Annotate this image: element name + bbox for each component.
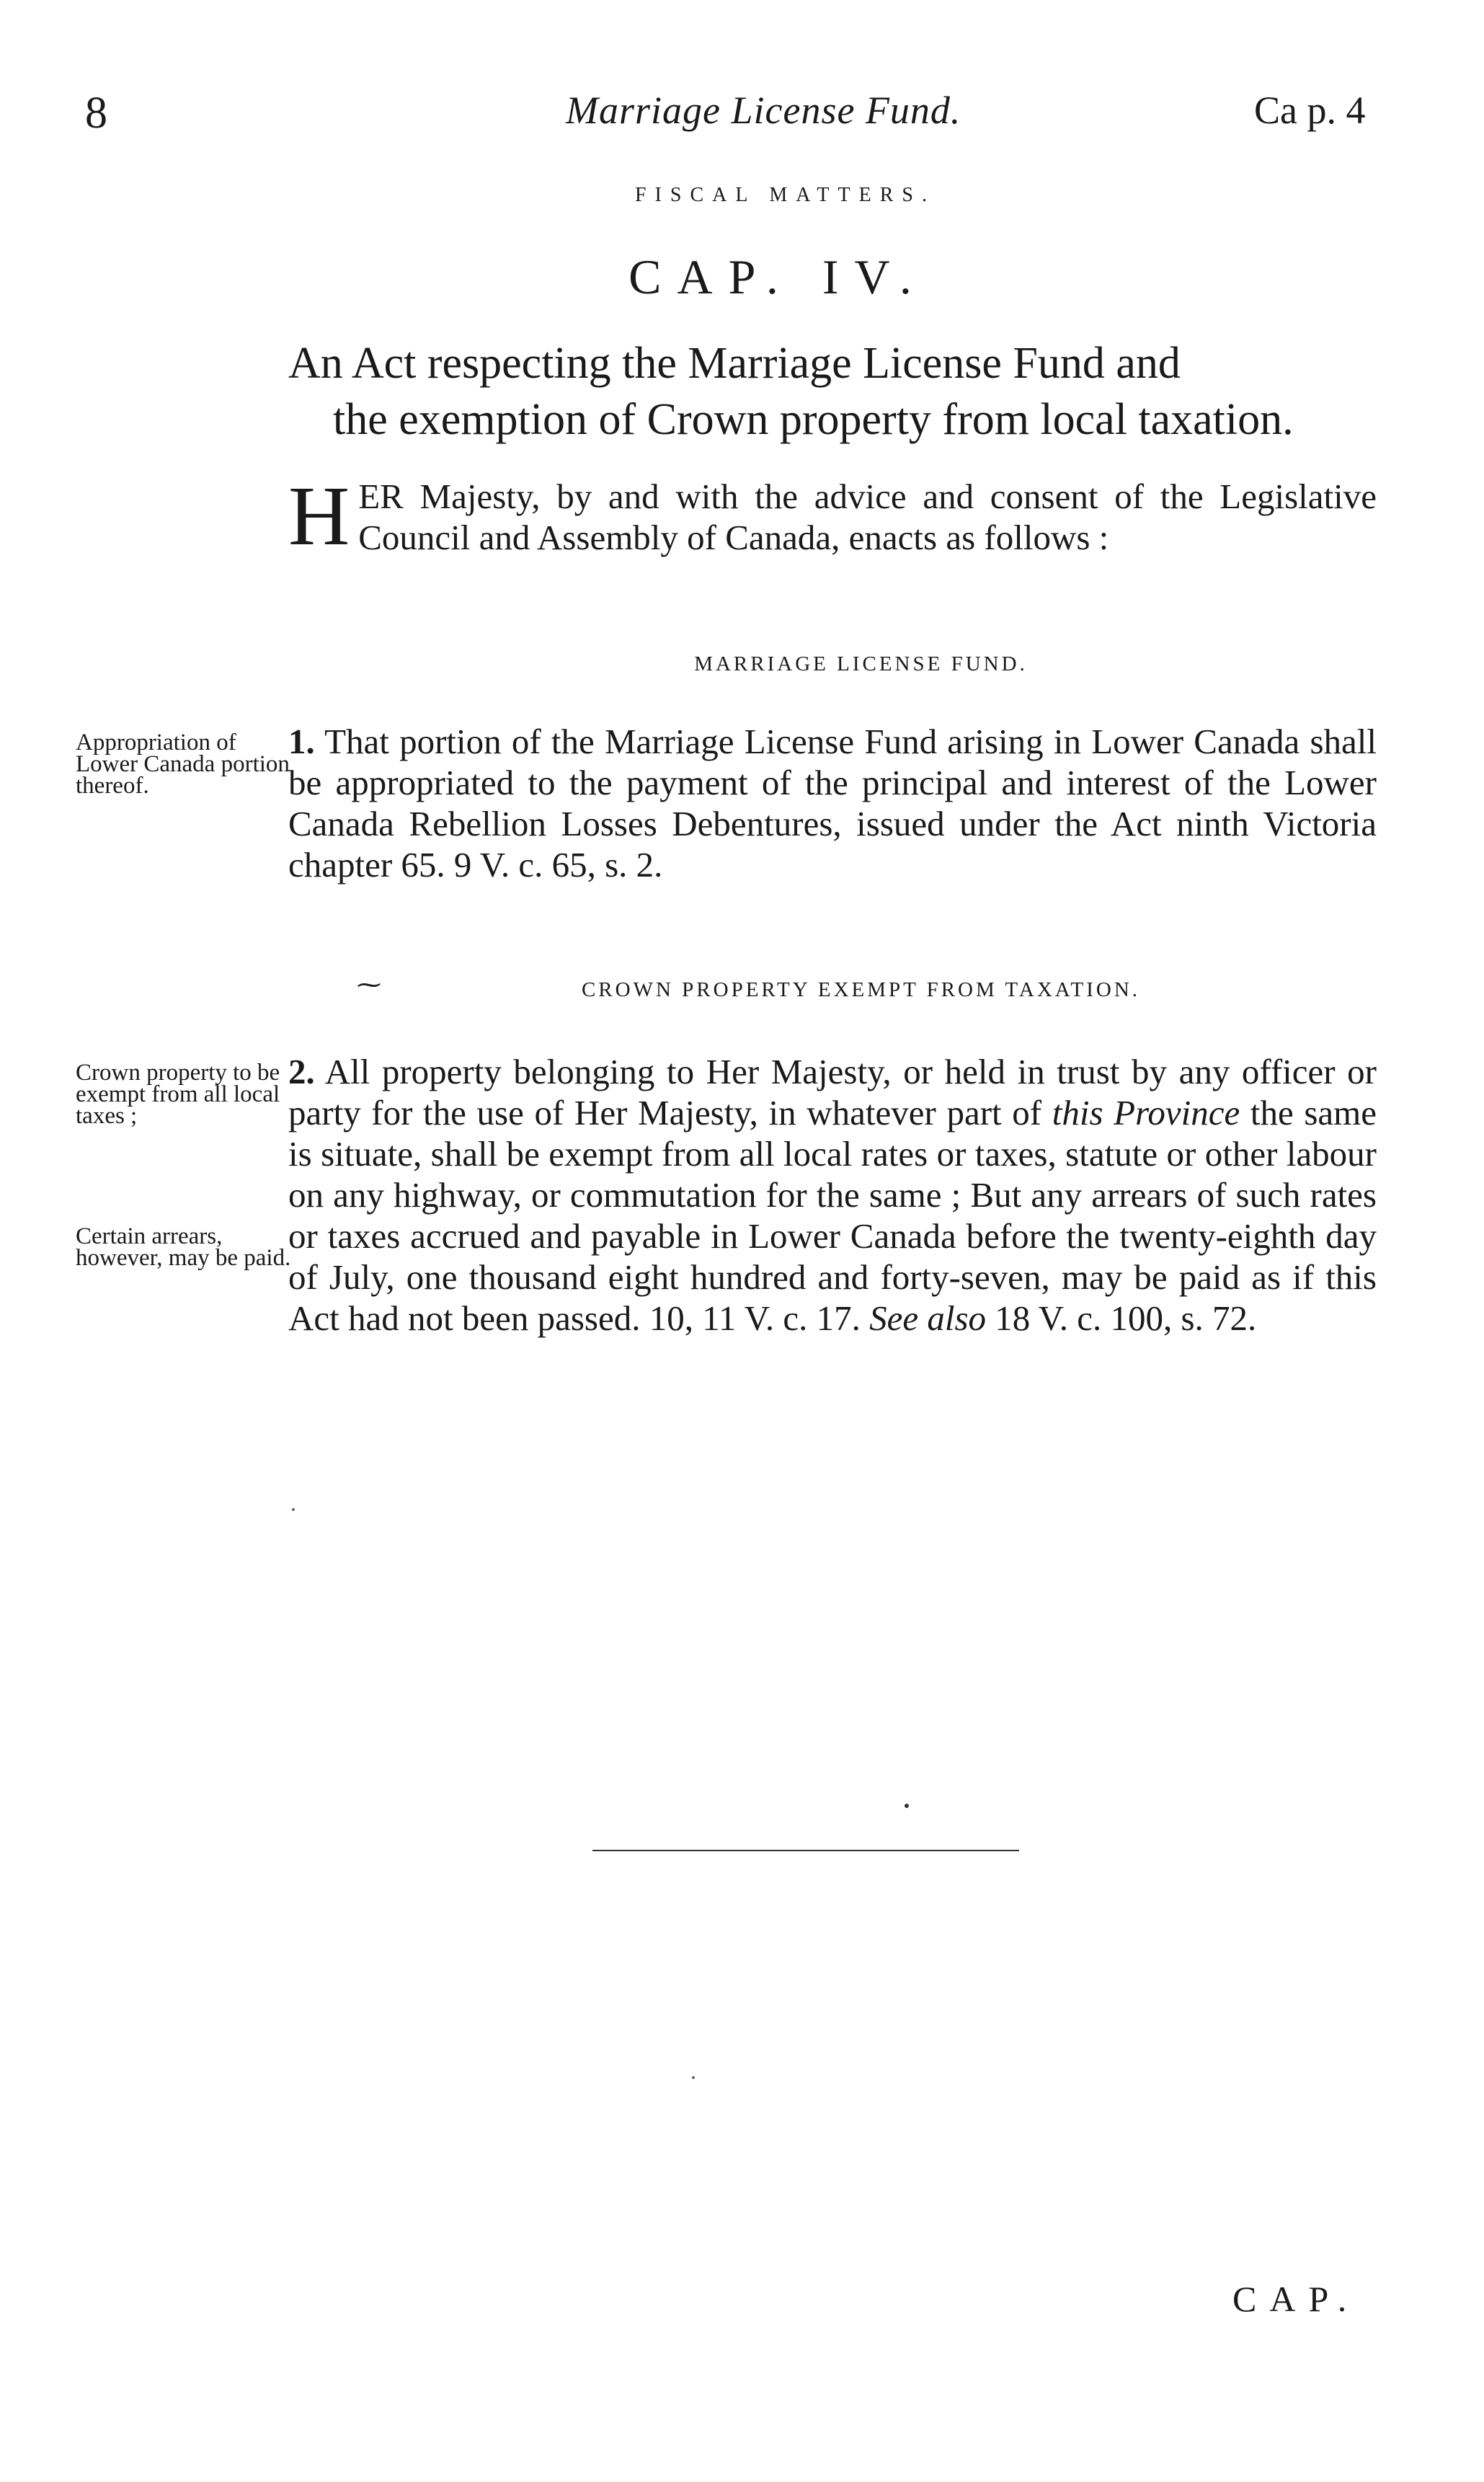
- running-title: Marriage License Fund.: [566, 89, 961, 132]
- section-1-text: That portion of the Marriage License Fund arising in Lower Canada shall be appropriated to the payment of the principal and interest of the Lower Canada Rebellion Losses Debentures, issued under the Act ninth Victoria chapter 65. 9 V. c. 65, s. 2.: [288, 722, 1377, 885]
- flourish-ornament: ⁓: [357, 972, 381, 998]
- ink-speck: [905, 1804, 909, 1808]
- ink-speck: [692, 2076, 695, 2079]
- section-2-text-a: All property belonging to Her Majesty, or held in trust by any officer or party for the use of Her Majesty, in whatever part of: [288, 1052, 1377, 1133]
- catchword: CAP.: [1232, 2279, 1360, 2319]
- chapter-title: CAP. IV.: [628, 249, 928, 304]
- section-2-italic-see-also: See also: [869, 1298, 987, 1338]
- page-number: 8: [85, 89, 107, 138]
- chapter-reference: Ca p. 4: [1254, 89, 1366, 132]
- enacting-clause-text: ER Majesty, by and with the advice and consent of the Legislative Council and Assembly of Canada, enacts as follows :: [358, 477, 1377, 557]
- drop-cap: H: [288, 469, 350, 563]
- margin-note-appropriation: Appropriation of Lower Canada portion thereof.: [76, 730, 290, 799]
- ink-speck: [292, 1508, 295, 1511]
- margin-note-crown-property: Crown property to be exempt from all local taxes ;: [76, 1060, 280, 1129]
- section-1: [288, 721, 1377, 885]
- section-2-text-c: 18 V. c. 100, s. 72.: [986, 1298, 1257, 1338]
- section-2-italic-province: this Province: [1052, 1093, 1240, 1133]
- fiscal-matters-heading: FISCAL MATTERS.: [634, 184, 936, 206]
- act-title-line-2: the exemption of Crown property from local taxation.: [333, 395, 1294, 444]
- marriage-license-fund-heading: MARRIAGE LICENSE FUND.: [694, 652, 1028, 675]
- act-title-line-1: An Act respecting the Marriage License Fund and: [288, 339, 1181, 388]
- end-rule-divider: [592, 1850, 1019, 1851]
- enacting-clause: [288, 469, 1377, 563]
- section-1-number: 1.: [288, 722, 315, 761]
- section-2-number: 2.: [288, 1052, 315, 1091]
- act-title: [288, 335, 1398, 448]
- section-2-text-b: the same is situate, shall be exempt from all local rates or taxes, statute or other labour on any highway, or commutation for the same ; But any arrears of such rates or taxes accrued and payable in Lower Canada before the twenty-eighth day of July, one thousand eight hundred and forty-seven, may be paid as if this Act had not been passed. 10, 11 V. c. 17.: [288, 1093, 1377, 1338]
- margin-note-arrears: Certain arrears, however, may be paid.: [76, 1223, 291, 1271]
- crown-property-heading: CROWN PROPERTY EXEMPT FROM TAXATION.: [581, 978, 1141, 1001]
- section-2: [288, 1051, 1377, 1339]
